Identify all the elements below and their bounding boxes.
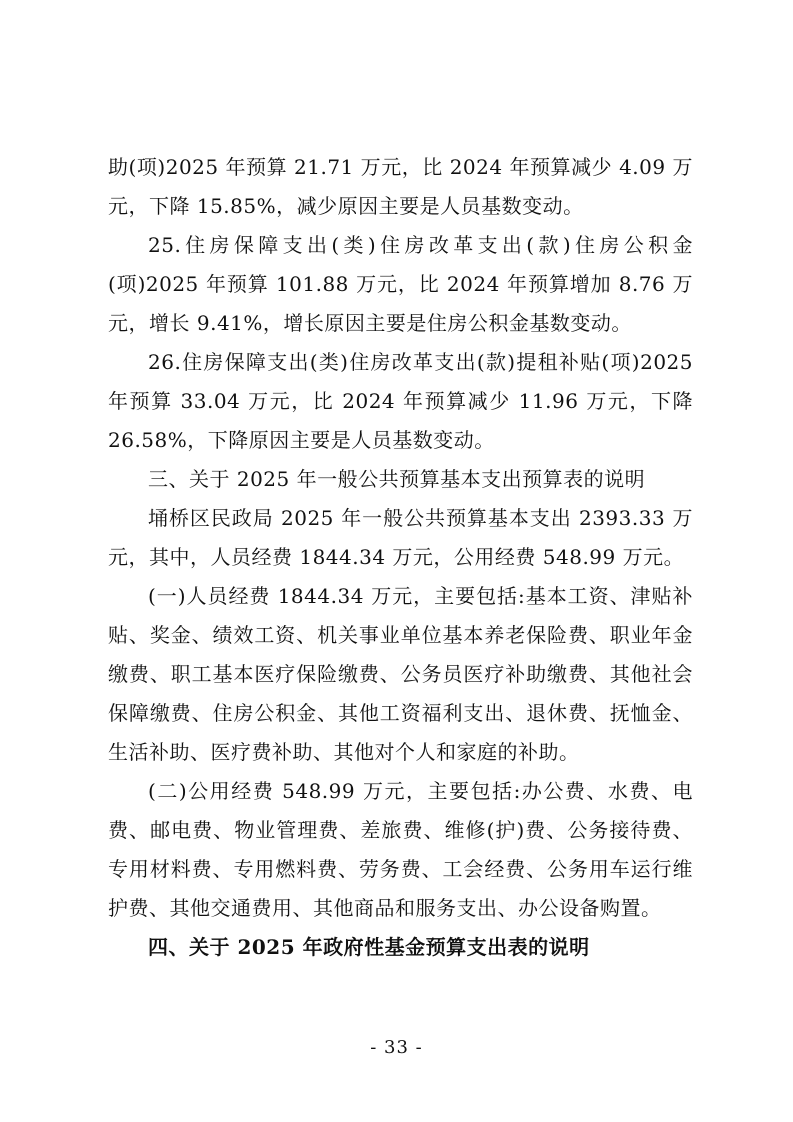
paragraph-item-25: 25.住房保障支出(类)住房改革支出(款)住房公积金(项)2025 年预算 101.88 万元，比 2024 年预算增加 8.76 万元，增长 9.41%，增长原因主要是住房公积金基数变动。 [108, 233, 693, 335]
paragraph-public-expenses: (二)公用经费 548.99 万元，主要包括:办公费、水费、电费、邮电费、物业管理费、差旅费、维修(护)费、公务接待费、专用材料费、专用燃料费、劳务费、工会经费、公务用车运行维护费、其他交通费用、其他商品和服务支出、办公设备购置。 [108, 779, 693, 920]
paragraph-continuation: 助(项)2025 年预算 21.71 万元，比 2024 年预算减少 4.09 万元，下降 15.85%，减少原因主要是人员基数变动。 [108, 155, 693, 218]
document-body [108, 148, 693, 967]
section-four-heading: 四、关于 2025 年政府性基金预算支出表的说明 [148, 935, 590, 959]
page-number: - 33 - [370, 1037, 423, 1058]
paragraph-item-26: 26.住房保障支出(类)住房改革支出(款)提租补贴(项)2025 年预算 33.04 万元，比 2024 年预算减少 11.96 万元，下降 26.58%，下降原因主要是人员基数变动。 [108, 350, 693, 452]
paragraph-basic-expenditure: 埇桥区民政局 2025 年一般公共预算基本支出 2393.33 万元，其中，人员经费 1844.34 万元，公用经费 548.99 万元。 [108, 506, 693, 569]
paragraph-personnel-expenses: (一)人员经费 1844.34 万元，主要包括:基本工资、津贴补贴、奖金、绩效工资、机关事业单位基本养老保险费、职业年金缴费、职工基本医疗保险缴费、公务员医疗补助缴费、其他社会保障缴费、住房公积金、其他工资福利支出、退休费、抚恤金、生活补助、医疗费补助、其他对个人和家庭的补助。 [108, 584, 693, 764]
section-three-title: 三、关于 2025 年一般公共预算基本支出预算表的说明 [148, 467, 646, 491]
